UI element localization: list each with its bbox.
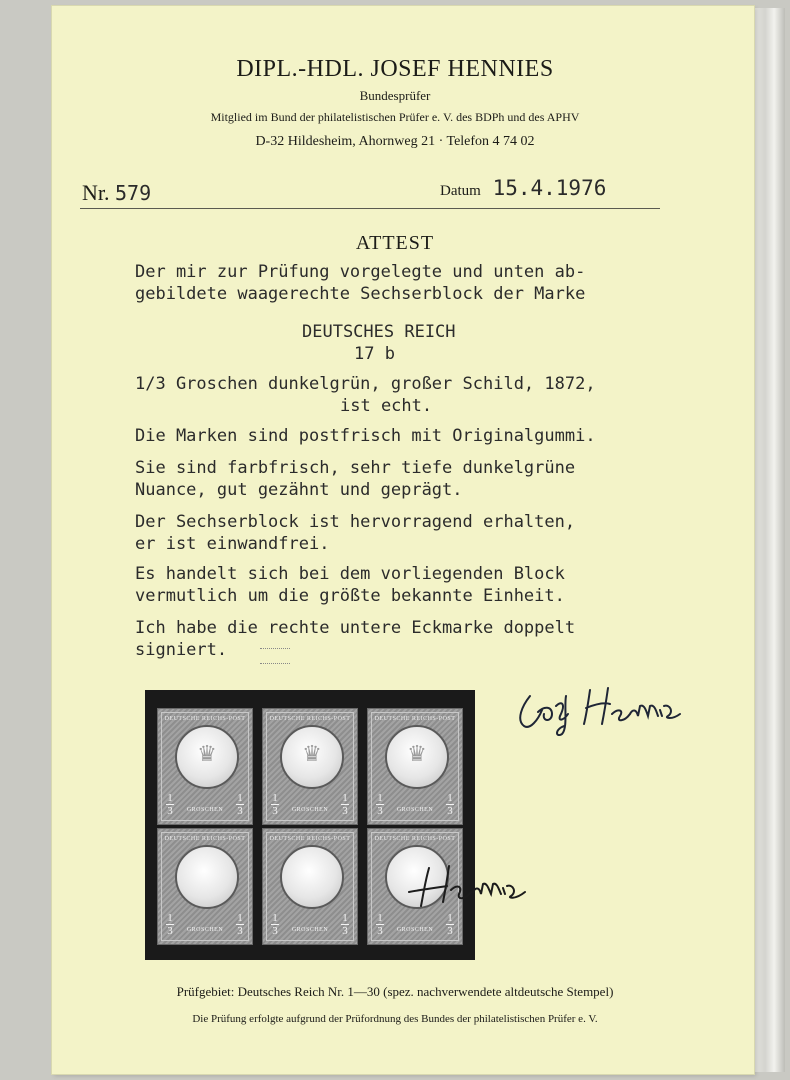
attest-line: vermutlich um die größte bekannte Einheit. [135,586,565,606]
value-fraction: 1 3 [272,792,278,817]
expert-name: DIPL.-HDL. JOSEF HENNIES [236,56,554,82]
value-fraction: 1 3 [447,792,453,817]
attest-catalog-number: 17 b [354,344,395,364]
value-fraction: 1 3 [377,792,383,817]
stamp-denomination: GROSCHEN [186,807,224,813]
attest-line: er ist einwandfrei. [135,534,330,554]
value-fraction: 1 3 [237,792,243,817]
attest-line: Sie sind farbfrisch, sehr tiefe dunkelgrüne [135,458,576,478]
handwritten-signature [508,676,708,736]
stamp-block-photo [145,690,475,960]
membership-line: Mitglied im Bund der philatelistischen Prüfer e. V. des BDPh und des APHV [210,110,580,124]
stamp-denomination: GROSCHEN [291,807,329,813]
value-fraction: 1 3 [167,912,173,937]
value-fraction: 1 3 [167,792,173,817]
attest-line: Der mir zur Prüfung vorgelegte und unten ab- [135,262,586,282]
test-area-footer: Prüfgebiet: Deutsches Reich Nr. 1—30 (spez. nachverwendete altdeutsche Stempel) [176,984,614,999]
stamp [157,828,253,945]
stamp-inscription: DEUTSCHE REICHS-POST [269,836,351,842]
attest-line: signiert. [135,640,228,660]
expert-title: Bundesprüfer [359,88,431,103]
attest-line: gebildete waagerechte Sechserblock der Marke [135,284,586,304]
stamp-inscription: DEUTSCHE REICHS-POST [374,716,456,722]
stamp-denomination: GROSCHEN [396,927,434,933]
stamp-denomination: GROSCHEN [396,807,434,813]
shield-icon [280,845,344,909]
datum-value: 15.4.1976 [492,176,607,200]
attest-heading: ATTEST [355,232,435,254]
shield-icon [175,845,239,909]
nr-value: 579 [115,181,152,205]
stamp [157,708,253,825]
stamp [262,828,358,945]
value-fraction: 1 3 [272,912,278,937]
eagle-shield-icon: ♛ [385,725,449,789]
regulation-footer: Die Prüfung erfolgte aufgrund der Prüfordnung des Bundes der philatelistischen Prüfer e. V. [192,1013,598,1025]
certificate-date [440,176,606,200]
value-fraction: 1 3 [342,912,348,937]
datum-label: Datum [440,183,481,199]
eagle-shield-icon: ♛ [280,725,344,789]
stamp [262,708,358,825]
address-line: D-32 Hildesheim, Ahornweg 21 · Telefon 4 74 02 [255,134,535,149]
stamp-signature [395,860,575,910]
value-fraction: 1 3 [342,792,348,817]
value-fraction: 1 3 [447,912,453,937]
attest-line: Die Marken sind postfrisch mit Originalgummi. [135,426,596,446]
header-divider [80,208,660,209]
stamp [367,708,463,825]
stamp-denomination: GROSCHEN [291,927,329,933]
stamp-inscription: DEUTSCHE REICHS-POST [374,836,456,842]
attest-country: DEUTSCHES REICH [302,322,456,342]
stamp-denomination: GROSCHEN [186,927,224,933]
attest-line: ist echt. [340,396,433,416]
stamp-inscription: DEUTSCHE REICHS-POST [269,716,351,722]
certificate-number [82,180,151,206]
value-fraction: 1 3 [237,912,243,937]
nr-label: Nr. [82,180,110,205]
attest-line: Nuance, gut gezähnt und geprägt. [135,480,463,500]
stamp-inscription: DEUTSCHE REICHS-POST [164,716,246,722]
expert-mark-stamp [260,648,290,664]
attest-line: Es handelt sich bei dem vorliegenden Block [135,564,565,584]
stamp-inscription: DEUTSCHE REICHS-POST [164,836,246,842]
attest-line: 1/3 Groschen dunkelgrün, großer Schild, 1872, [135,374,596,394]
attest-line: Der Sechserblock ist hervorragend erhalten, [135,512,576,532]
value-fraction: 1 3 [377,912,383,937]
attest-line: Ich habe die rechte untere Eckmarke doppelt [135,618,576,638]
eagle-shield-icon: ♛ [175,725,239,789]
